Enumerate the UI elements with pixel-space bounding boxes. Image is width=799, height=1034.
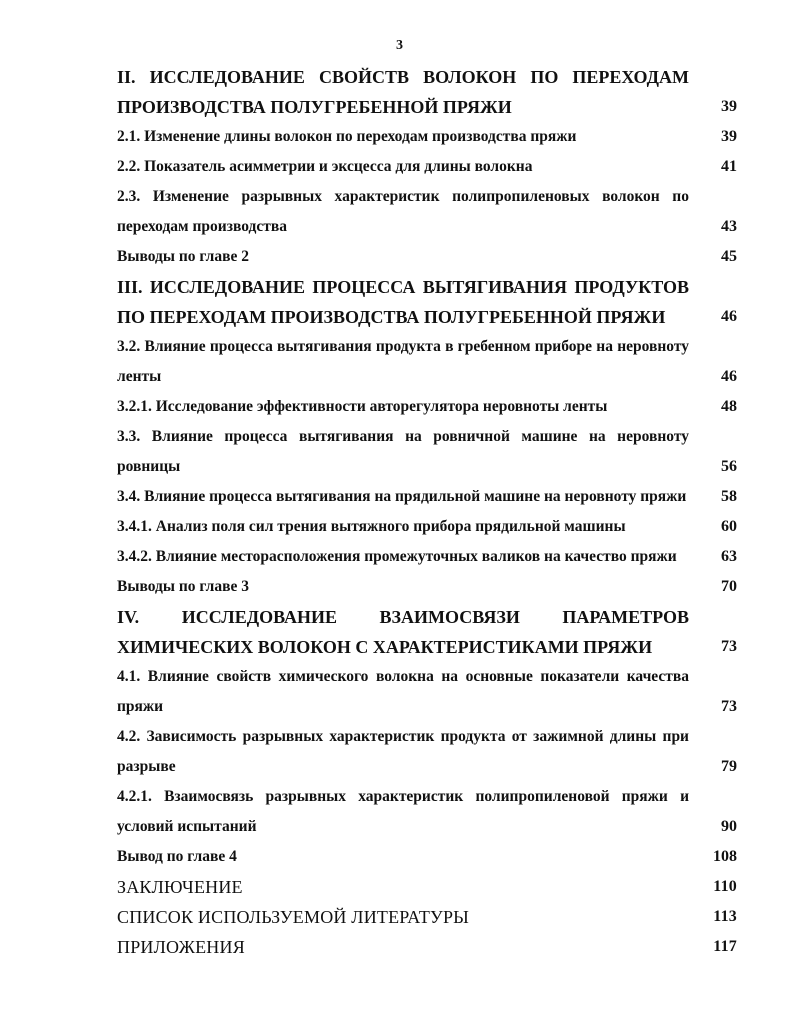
- toc-entry-title: 4.1. Влияние свойств химического волокна на основные показатели качества пряжи: [117, 668, 689, 715]
- page-number: 3: [396, 38, 403, 53]
- toc-entry: [117, 842, 737, 872]
- toc-entry-page: 46: [721, 368, 737, 385]
- toc-entry: [117, 902, 737, 932]
- toc-entry: [117, 602, 737, 662]
- toc-entry: [117, 872, 737, 902]
- toc-entry: [117, 62, 737, 122]
- toc-entry-page: 90: [721, 818, 737, 835]
- toc-entry-title: II. ИССЛЕДОВАНИЕ СВОЙСТВ ВОЛОКОН ПО ПЕРЕХОДАМ ПРОИЗВОДСТВА ПОЛУГРЕБЕННОЙ ПРЯЖИ: [117, 67, 689, 117]
- toc-entry-title: ЗАКЛЮЧЕНИЕ: [117, 877, 243, 897]
- toc-entry-page: 108: [713, 848, 737, 865]
- toc-entry-page: 39: [721, 128, 737, 145]
- toc-entry-page: 73: [721, 638, 737, 655]
- toc-entry-page: 56: [721, 458, 737, 475]
- toc-entry: [117, 542, 737, 572]
- toc-entry-title: IV. ИССЛЕДОВАНИЕ ВЗАИМОСВЯЗИ ПАРАМЕТРОВ ХИМИЧЕСКИХ ВОЛОКОН С ХАРАКТЕРИСТИКАМИ ПРЯЖИ: [117, 607, 689, 657]
- toc-entry: [117, 392, 737, 422]
- toc-entry-title: 3.4. Влияние процесса вытягивания на прядильной машине на неровноту пряжи: [117, 488, 687, 505]
- toc-entry-page: 45: [721, 248, 737, 265]
- toc-entry: [117, 152, 737, 182]
- toc-entry-title: 2.2. Показатель асимметрии и эксцесса для длины волокна: [117, 158, 533, 175]
- toc-entry-page: 46: [721, 308, 737, 325]
- toc-entry-title: 3.4.1. Анализ поля сил трения вытяжного прибора прядильной машины: [117, 518, 626, 535]
- toc-entry-title: ПРИЛОЖЕНИЯ: [117, 937, 245, 957]
- toc-entry: [117, 182, 737, 242]
- toc-entry-page: 41: [721, 158, 737, 175]
- toc-entry-page: 39: [721, 98, 737, 115]
- toc-entry-page: 117: [713, 938, 737, 955]
- toc-entry-page: 79: [721, 758, 737, 775]
- toc-entry: [117, 242, 737, 272]
- toc-entry-page: 73: [721, 698, 737, 715]
- toc-entry: [117, 572, 737, 602]
- toc-entry-title: 3.3. Влияние процесса вытягивания на ровничной машине на неровноту ровницы: [117, 428, 689, 475]
- toc-entry: [117, 332, 737, 392]
- toc-entry-title: 4.2.1. Взаимосвязь разрывных характеристик полипропиленовой пряжи и условий испытаний: [117, 788, 689, 835]
- toc-entry-title: 2.3. Изменение разрывных характеристик полипропиленовых волокон по переходам производства: [117, 188, 689, 235]
- toc-entry-page: 70: [721, 578, 737, 595]
- toc-entry: [117, 662, 737, 722]
- toc-entry-title: Выводы по главе 2: [117, 248, 249, 265]
- table-of-contents: [117, 62, 737, 962]
- toc-entry-title: III. ИССЛЕДОВАНИЕ ПРОЦЕССА ВЫТЯГИВАНИЯ ПРОДУКТОВ ПО ПЕРЕХОДАМ ПРОИЗВОДСТВА ПОЛУГРЕБЕННОЙ ПРЯЖИ: [117, 277, 689, 327]
- toc-entry-page: 63: [721, 548, 737, 565]
- toc-entry-page: 43: [721, 218, 737, 235]
- toc-entry: [117, 272, 737, 332]
- toc-entry-title: СПИСОК ИСПОЛЬЗУЕМОЙ ЛИТЕРАТУРЫ: [117, 907, 470, 927]
- toc-entry-page: 48: [721, 398, 737, 415]
- toc-entry-page: 60: [721, 518, 737, 535]
- toc-entry-title: 4.2. Зависимость разрывных характеристик продукта от зажимной длины при разрыве: [117, 728, 689, 775]
- toc-entry: [117, 122, 737, 152]
- toc-entry-title: 3.4.2. Влияние месторасположения промежуточных валиков на качество пряжи: [117, 548, 677, 565]
- toc-entry: [117, 722, 737, 782]
- toc-entry: [117, 932, 737, 962]
- toc-entry: [117, 422, 737, 482]
- toc-entry-page: 110: [713, 878, 737, 895]
- toc-entry-title: Вывод по главе 4: [117, 848, 237, 865]
- toc-entry-title: 3.2.1. Исследование эффективности авторегулятора неровноты ленты: [117, 398, 608, 415]
- toc-entry-title: Выводы по главе 3: [117, 578, 249, 595]
- toc-entry: [117, 782, 737, 842]
- toc-entry-title: 2.1. Изменение длины волокон по переходам производства пряжи: [117, 128, 577, 145]
- toc-entry: [117, 482, 737, 512]
- toc-entry-page: 58: [721, 488, 737, 505]
- toc-entry: [117, 512, 737, 542]
- toc-entry-page: 113: [713, 908, 737, 925]
- toc-entry-title: 3.2. Влияние процесса вытягивания продукта в гребенном приборе на неровноту ленты: [117, 338, 689, 385]
